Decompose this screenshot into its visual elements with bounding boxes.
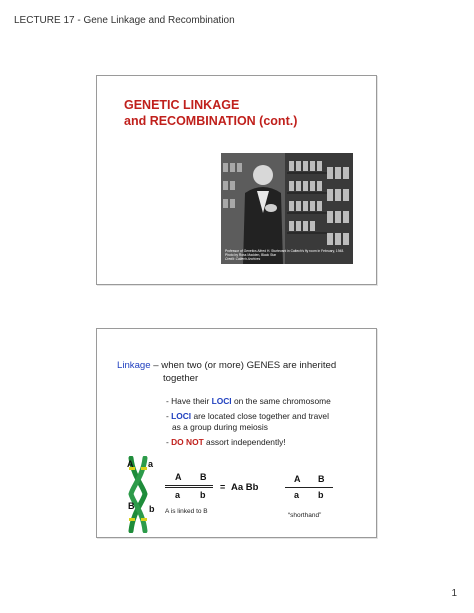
diagram1-note: A is linked to B <box>165 508 208 515</box>
linkage-term: Linkage <box>117 360 151 371</box>
diagram2-top-A: A <box>294 474 301 484</box>
diagram2-bottom-b: b <box>318 490 324 500</box>
bullet2-text-line2: as a group during meiosis <box>172 422 268 432</box>
bullet-close-together <box>166 411 331 433</box>
page-number: 1 <box>451 588 457 599</box>
chromosome-label-A: A <box>127 459 134 469</box>
lecture-header: LECTURE 17 - Gene Linkage and Recombination <box>14 15 235 26</box>
photo-illustration <box>221 153 353 264</box>
diagram1-bottom-a: a <box>175 490 181 500</box>
bullet3-prefix: - <box>166 437 172 447</box>
bullet2-prefix: - <box>166 411 172 421</box>
photo-caption-text: Professor of Genetics Alfred H. Sturtevant in Caltech's fly room in February, 1948. Photo by Ross Madden, Black Star <box>225 249 345 257</box>
diagram1-line-top <box>165 485 213 486</box>
photo-caption <box>225 249 349 261</box>
bullet2-keyword: LOCI <box>171 411 192 421</box>
diagram2-bottom-a: a <box>294 490 300 500</box>
bullet1-prefix: - Have their <box>166 396 212 406</box>
diagram1-top-A: A <box>175 472 182 482</box>
bullet3-text: assort independently! <box>203 437 286 447</box>
bullet3-keyword: DO NOT <box>171 437 204 447</box>
slide-title-line1: GENETIC LINKAGE <box>124 98 240 112</box>
bullet-same-chromosome <box>166 396 331 407</box>
linkage-bullets <box>166 396 331 452</box>
sturtevant-photo <box>221 153 353 264</box>
diagram2-top-B: B <box>318 474 325 484</box>
diagram1-equals: = <box>220 482 226 492</box>
bullet1-keyword: LOCI <box>211 396 232 406</box>
slide-title <box>124 97 297 129</box>
linkage-definition <box>117 359 336 385</box>
linkage-definition-text: – when two (or more) GENES are inherited <box>150 360 337 371</box>
chromosome-label-b: b <box>149 504 155 514</box>
chromosome-label-a: a <box>148 459 154 469</box>
bullet-independent <box>166 437 331 448</box>
linkage-definition-text2: together <box>163 373 199 384</box>
slide-genetic-linkage-title <box>96 75 377 285</box>
diagram2-note: “shorthand” <box>288 512 322 519</box>
diagram1-genotype: Aa Bb <box>231 482 259 493</box>
diagram1-top-B: B <box>200 472 207 482</box>
photo-credit: Credit: Caltech Archives <box>225 257 261 261</box>
diagram1-bottom-b: b <box>200 490 206 500</box>
slide-title-line2: and RECOMBINATION (cont.) <box>124 114 298 128</box>
bullet2-text: are located close together and travel <box>191 411 329 421</box>
slide-linkage-definition <box>96 328 377 538</box>
diagram1-line-bottom <box>165 487 213 488</box>
bullet1-text: on the same chromosome <box>231 396 331 406</box>
chromosome-label-B: B <box>128 501 135 511</box>
diagram2-line <box>285 487 333 488</box>
